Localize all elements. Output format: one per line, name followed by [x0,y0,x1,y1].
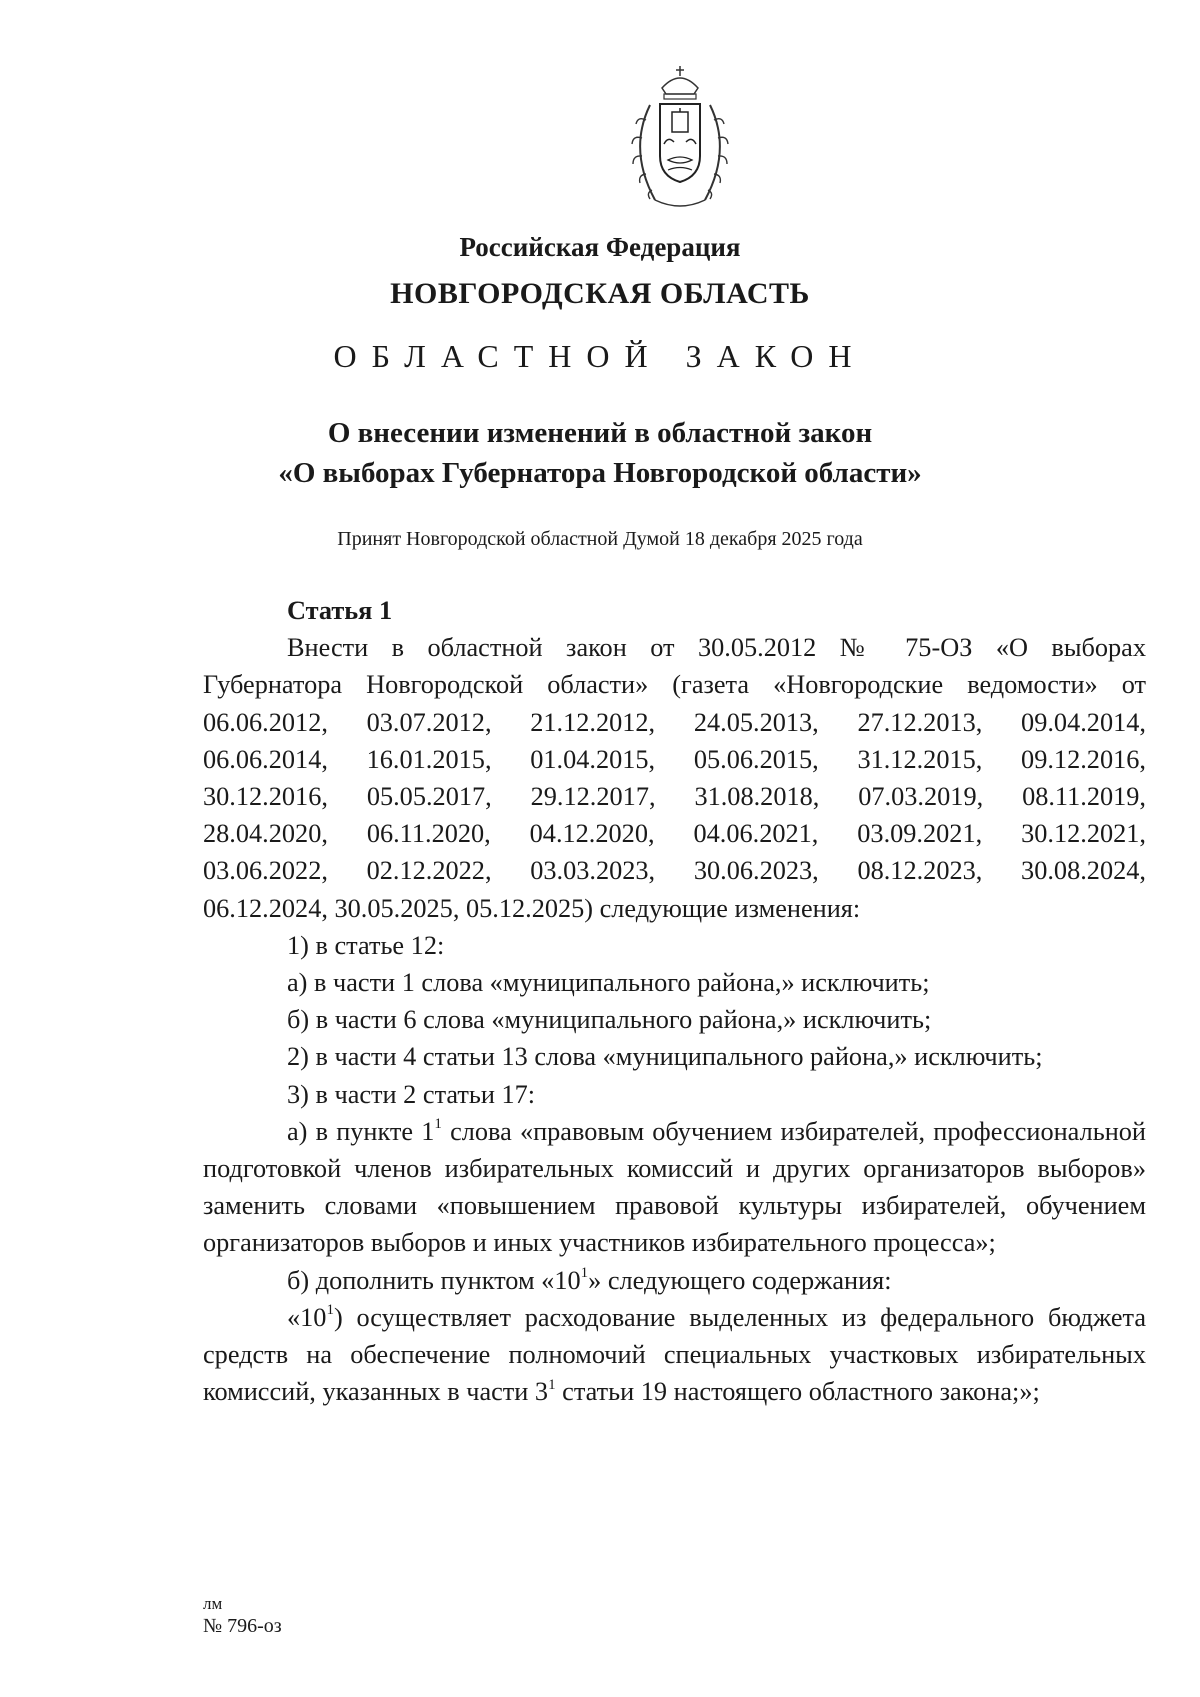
law-type: ОБЛАСТНОЙ ЗАКОН [333,338,867,374]
adoption-note: Принят Новгородской областной Думой 18 декабря 2025 года [337,528,863,550]
amendment-item-3: 3) в части 2 статьи 17: [287,1079,536,1109]
law-body [203,592,1146,1410]
coat-of-arms-emblem [610,60,750,220]
article-heading: Статья 1 [287,596,393,625]
publication-dates [203,704,1146,890]
amendment-item-1a: а) в части 1 слова «муниципального района,» исключить; [287,968,930,998]
date-row: 06.06.2014, 16.01.2015, 01.04.2015, 05.06.2015, 31.12.2015, 09.12.2016, [203,744,1146,774]
country-name: Российская Федерация [459,232,741,262]
date-row: 28.04.2020, 06.11.2020, 04.12.2020, 04.06.2021, 03.09.2021, 30.12.2021, [203,819,1146,849]
amendment-item-3b: б) дополнить пунктом «$10^1$» следующего содержания: [287,1264,892,1295]
amendment-item-3a: а) в пункте $1^1$ слова «правовым обучением избирателей, профессиональной подготовкой членов избирательных комиссий и других организаторов выборов» заменить словами «повышением правовой культуры избирателей, обучением организаторов выборов и иных участников избирательного процесса»; [203,1116,1146,1258]
executor-initials: лм [203,1594,223,1613]
law-title-line-2: «О выборах Губернатора Новгородской области» [278,457,922,489]
date-row: 06.06.2012, 03.07.2012, 21.12.2012, 24.05.2013, 27.12.2013, 09.04.2014, [203,707,1146,737]
region-name: НОВГОРОДСКАЯ ОБЛАСТЬ [390,277,810,310]
intro-line-1: Внести в областной закон от 30.05.2012 № 75-ОЗ «О выборах [287,633,1146,663]
amendment-item-1: 1) в статье 12: [287,930,445,960]
date-row: 30.12.2016, 05.05.2017, 29.12.2017, 31.08.2018, 07.03.2019, 08.11.2019, [203,782,1146,812]
law-title-line-1: О внесении изменений в областной закон [327,417,873,449]
intro-end: 06.12.2024, 30.05.2025, 05.12.2025) следующие изменения: [203,893,861,923]
footer [203,1593,282,1637]
novgorod-coat-of-arms-icon [610,60,750,220]
date-row: 03.06.2022, 02.12.2022, 03.03.2023, 30.06.2023, 08.12.2023, 30.08.2024, [203,856,1146,886]
amendment-item-2: 2) в части 4 статьи 13 слова «муниципального района,» исключить; [287,1042,1043,1072]
new-clause-text: «$10^1$) осуществляет расходование выделенных из федерального бюджета средств на обеспечение полномочий специальных участковых избирательных комиссий, указанных в части $3^1$ статьи 19 настоящего областного закона;»; [203,1302,1146,1407]
law-number: № 796-оз [203,1615,282,1637]
amendment-item-1b: б) в части 6 слова «муниципального района,» исключить; [287,1005,932,1035]
intro-line-2: Губернатора Новгородской области» (газета «Новгородские ведомости» от [203,670,1146,700]
